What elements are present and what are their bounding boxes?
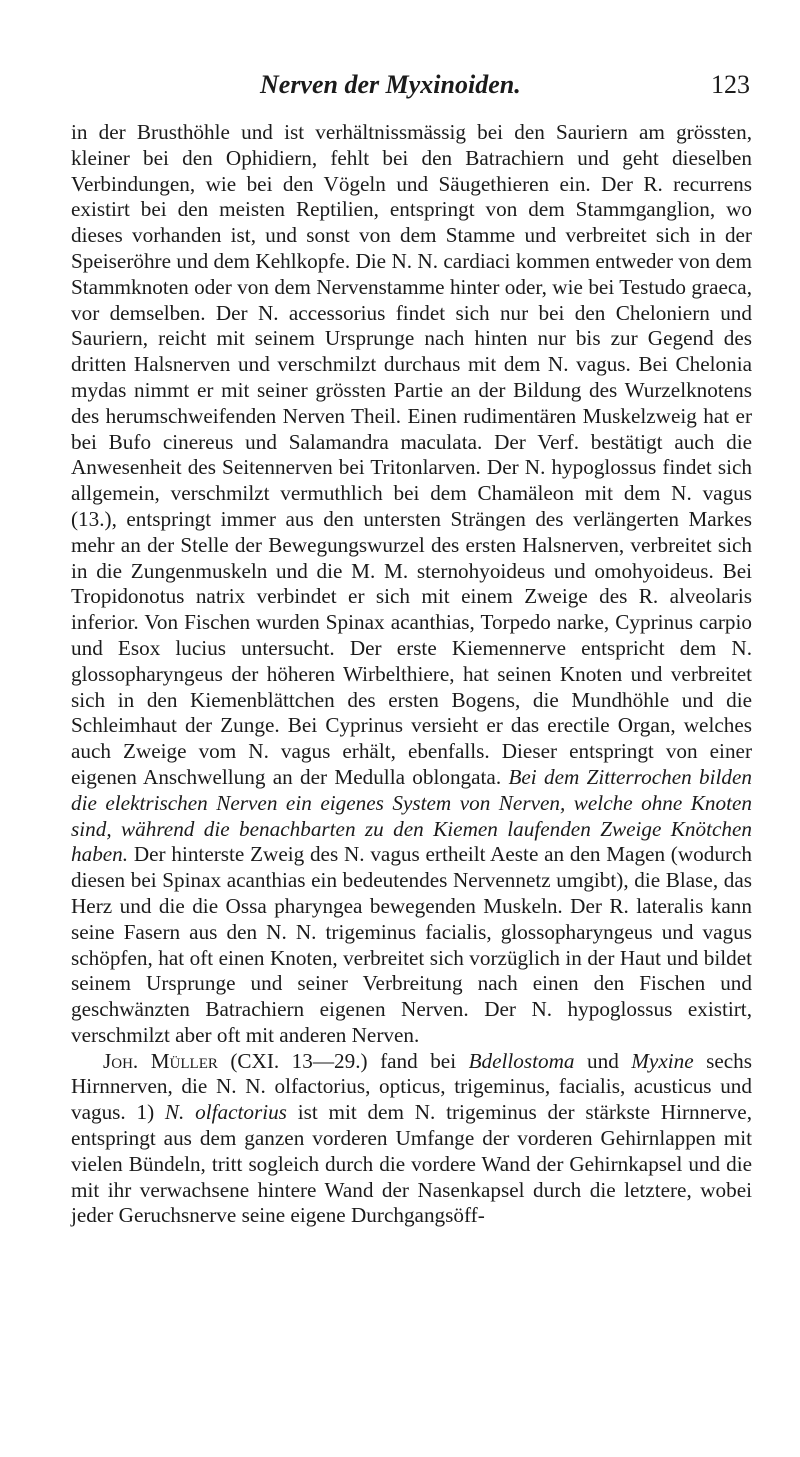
page-header: [70, 70, 750, 110]
genus-name: Myxine: [631, 1048, 694, 1073]
body-text: [71, 120, 752, 1229]
paragraph-myxinoids: [71, 1049, 752, 1230]
paragraph-reptiles-fishes: [71, 120, 752, 1049]
text-run: sechs Hirnnerven, die N. N. olfactorius, opticus, trigeminus, facialis, acusticus und vagus. 1): [71, 1048, 752, 1125]
running-title: Nerven der Myxinoiden.: [260, 70, 521, 99]
nerve-name: N. olfactorius: [164, 1100, 287, 1125]
text-run: (CXI. 13—29.) fand bei: [217, 1048, 469, 1073]
genus-name: Bdellostoma: [468, 1048, 575, 1073]
text-run: und: [574, 1048, 632, 1073]
page-number: 123: [711, 70, 750, 99]
author-name: Joh. Müller: [103, 1048, 218, 1073]
text-run: in der Brusthöhle und ist verhältnissmässig bei den Sauriern am grössten, kleiner bei den Ophidiern, fehlt bei den Batrachiern und geht dieselben Verbindungen, wie bei den Vögeln und Säugethieren ein. Der R. recurrens existirt bei den meisten Reptilien, entspringt von dem Stammganglion, wo dieses vorhanden ist, und sonst von dem Stamme und verbreitet sich in der Speiseröhre und dem Kehlkopfe. Die N. N. cardiaci kommen entweder von dem Stammknoten oder von dem Nervenstamme hinter oder, wie bei Testudo graeca, vor demselben. Der N. accessorius findet sich nur bei den Cheloniern und Sauriern, reicht mit seinem Ursprunge nach hinten nur bis zur Gegend des dritten Halsnerven und verschmilzt durchaus mit dem N. vagus. Bei Chelonia mydas nimmt er mit seiner grössten Partie an der Bildung des Wurzelknotens des herumschweifenden Nerven Theil. Einen rudimentären Muskelzweig hat er bei Bufo cinereus und Salamandra maculata. Der Verf. bestätigt auch die Anwesenheit des Seitennerven bei Tritonlarven. Der N. hypoglossus findet sich allgemein, verschmilzt vermuthlich bei dem Chamäleon mit dem N. vagus (13.), entspringt immer aus den untersten Strängen des verlängerten Markes mehr an der Stelle der Bewegungswurzel des ersten Halsnerven, verbreitet sich in die Zungenmuskeln und die M. M. sternohyoideus und omohyoideus. Bei Tropidonotus natrix verbindet er sich mit einem Zweige des R. alveolaris inferior. Von Fischen wurden Spinax acanthias, Torpedo narke, Cyprinus carpio und Esox lucius untersucht. Der erste Kiemennerve entspricht dem N. glossopharyngeus der höheren Wirbelthiere, hat seinen Knoten und verbreitet sich in den Kiemenblättchen des ersten Bogens, die Mundhöhle und die Schleimhaut der Zunge. Bei Cyprinus versieht er das erectile Organ, welches auch Zweige vom N. vagus erhält, ebenfalls. Dieser entspringt von einer eigenen Anschwellung an der Medulla oblongata.: [71, 120, 752, 789]
italic-sentence: Bei dem Zitterrochen bilden die elektrischen Nerven ein eigenes System von Nerven, welche ohne Knoten sind, während die benachbarten zu den Kiemen laufenden Zweige Knötchen haben.: [71, 764, 752, 867]
text-run: Der hinterste Zweig des N. vagus ertheilt Aeste an den Magen (wodurch diesen bei Spinax acanthias ein bedeutendes Nervennetz umgibt), die Blase, das Herz und die die Ossa pharyngea bewegenden Muskeln. Der R. lateralis kann seine Fasern aus den N. N. trigeminus facialis, glossopharyngeus und vagus schöpfen, hat oft einen Knoten, verbreitet sich vorzüglich in der Haut und bildet seinem Ursprunge und seiner Verbreitung nach einen den Fischen und geschwänzten Batrachiern eigenen Nerven. Der N. hypoglossus existirt, verschmilzt aber oft mit anderen Nerven.: [71, 842, 752, 1047]
text-run: ist mit dem N. trigeminus der stärkste Hirnnerve, entspringt aus dem ganzen vorderen Umfange der vorderen Gehirnlappen mit vielen Bündeln, tritt sogleich durch die vordere Wand der Gehirnkapsel und die mit ihr verwachsene hintere Wand der Nasenkapsel durch die letztere, wobei jeder Geruchsnerve seine eigene Durchgangsöff-: [71, 1100, 752, 1228]
